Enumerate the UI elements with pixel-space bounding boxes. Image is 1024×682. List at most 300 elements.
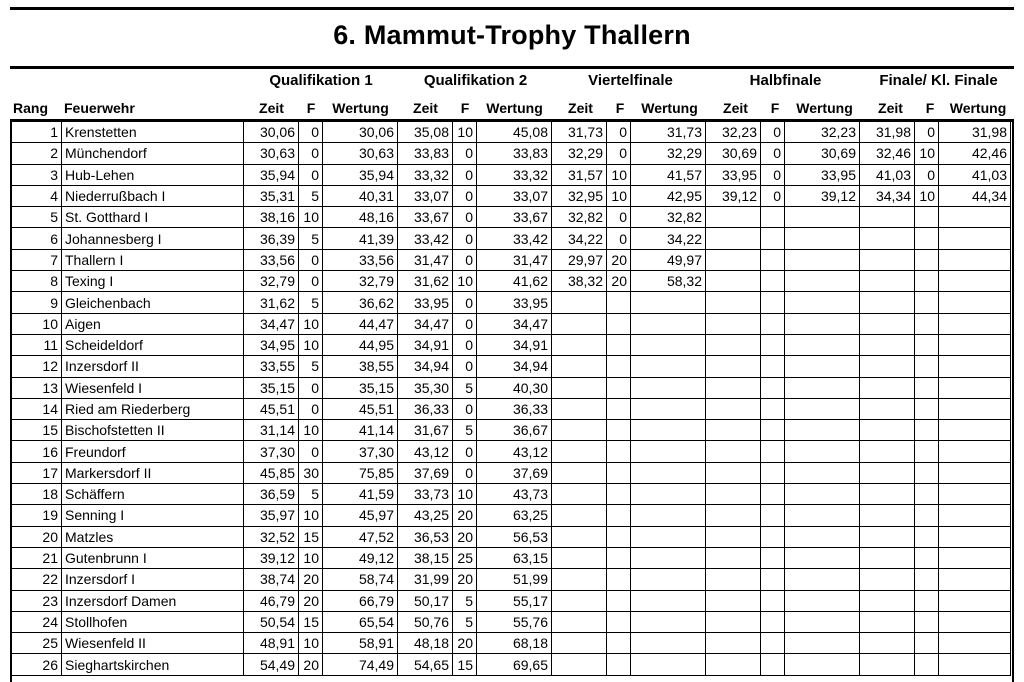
cell-hf-zeit: 32,23 (706, 122, 761, 143)
cell-q1-wertung: 40,31 (323, 185, 398, 206)
cell-team: Aigen (62, 313, 244, 334)
cell-hf-zeit (706, 654, 761, 675)
cell-vf-wertung (631, 611, 706, 632)
cell-q2-zeit: 31,62 (398, 271, 453, 292)
cell-vf-f (607, 547, 631, 568)
cell-q1-wertung: 47,52 (323, 526, 398, 547)
cell-hf-zeit (706, 271, 761, 292)
table-row (11, 313, 1011, 334)
cell-hf-wertung (785, 633, 860, 654)
cell-vf-zeit (552, 334, 607, 355)
cell-vf-f (607, 484, 631, 505)
cell-q1-wertung: 66,79 (323, 590, 398, 611)
cell-team: Gleichenbach (62, 292, 244, 313)
cell-q2-wertung: 33,67 (477, 207, 552, 228)
cell-team: Niederrußbach I (62, 185, 244, 206)
cell-hf-wertung: 33,95 (785, 164, 860, 185)
cell-q2-zeit: 33,07 (398, 185, 453, 206)
cell-fi-wertung: 42,46 (939, 143, 1011, 164)
cell-hf-f: 0 (761, 164, 785, 185)
cell-q1-zeit: 30,06 (244, 122, 299, 143)
cell-vf-wertung (631, 462, 706, 483)
cell-vf-f (607, 313, 631, 334)
cell-q1-zeit: 34,95 (244, 334, 299, 355)
cell-rank: 22 (11, 569, 62, 590)
cell-team: Hub-Lehen (62, 164, 244, 185)
cell-hf-f (761, 207, 785, 228)
cell-rank: 3 (11, 164, 62, 185)
cell-q2-f: 0 (453, 334, 477, 355)
cell-rank: 5 (11, 207, 62, 228)
cell-hf-f (761, 569, 785, 590)
cell-team: Markersdorf II (62, 462, 244, 483)
cell-q1-f: 5 (299, 292, 323, 313)
cell-q2-f: 0 (453, 164, 477, 185)
cell-fi-f (915, 377, 939, 398)
cell-q1-f: 20 (299, 654, 323, 675)
cell-team: Matzles (62, 526, 244, 547)
cell-vf-zeit (552, 526, 607, 547)
cell-q1-f: 0 (299, 377, 323, 398)
cell-hf-wertung: 30,69 (785, 143, 860, 164)
cell-q1-f: 0 (299, 143, 323, 164)
cell-hf-zeit (706, 356, 761, 377)
cell-fi-f (915, 526, 939, 547)
table-row (11, 484, 1011, 505)
cell-hf-zeit (706, 611, 761, 632)
cell-hf-zeit (706, 228, 761, 249)
cell-vf-zeit (552, 590, 607, 611)
cell-fi-zeit (860, 633, 915, 654)
cell-hf-wertung (785, 569, 860, 590)
cell-rank: 17 (11, 462, 62, 483)
cell-hf-wertung (785, 484, 860, 505)
cell-q1-wertung: 44,95 (323, 334, 398, 355)
cell-q2-f: 20 (453, 505, 477, 526)
cell-fi-zeit (860, 356, 915, 377)
table-row (11, 462, 1011, 483)
cell-q1-zeit: 32,79 (244, 271, 299, 292)
cell-q1-f: 0 (299, 122, 323, 143)
cell-vf-f: 10 (607, 185, 631, 206)
cell-fi-wertung (939, 654, 1011, 675)
cell-q2-wertung: 33,95 (477, 292, 552, 313)
cell-fi-wertung: 41,03 (939, 164, 1011, 185)
cell-rank: 11 (11, 334, 62, 355)
cell-rank: 25 (11, 633, 62, 654)
cell-q2-wertung: 36,67 (477, 420, 552, 441)
table-row (11, 185, 1011, 206)
column-header-f: F (460, 100, 470, 116)
cell-q2-wertung: 43,73 (477, 484, 552, 505)
cell-team: Krenstetten (62, 122, 244, 143)
cell-rank: 23 (11, 590, 62, 611)
cell-team: Ried am Riederberg (62, 398, 244, 419)
cell-vf-zeit (552, 569, 607, 590)
cell-vf-wertung (631, 377, 706, 398)
cell-q1-wertung: 37,30 (323, 441, 398, 462)
cell-vf-zeit: 32,29 (552, 143, 607, 164)
cell-q2-zeit: 43,25 (398, 505, 453, 526)
cell-vf-wertung (631, 313, 706, 334)
cell-q2-wertung: 37,69 (477, 462, 552, 483)
cell-q1-wertung: 38,55 (323, 356, 398, 377)
cell-vf-f (607, 377, 631, 398)
header-rule (10, 66, 1014, 69)
cell-team: Texing I (62, 271, 244, 292)
column-header-rang: Rang (13, 100, 48, 116)
cell-hf-f (761, 590, 785, 611)
cell-hf-wertung (785, 590, 860, 611)
cell-fi-f (915, 356, 939, 377)
cell-fi-wertung (939, 547, 1011, 568)
cell-q2-zeit: 43,12 (398, 441, 453, 462)
cell-fi-wertung (939, 505, 1011, 526)
cell-vf-zeit (552, 441, 607, 462)
cell-vf-zeit: 38,32 (552, 271, 607, 292)
cell-q2-zeit: 35,30 (398, 377, 453, 398)
cell-hf-zeit (706, 441, 761, 462)
cell-q1-wertung: 30,06 (323, 122, 398, 143)
table-row (11, 547, 1011, 568)
cell-fi-f (915, 547, 939, 568)
cell-fi-f (915, 569, 939, 590)
cell-fi-wertung (939, 484, 1011, 505)
cell-vf-wertung (631, 334, 706, 355)
cell-q1-f: 10 (299, 207, 323, 228)
cell-q2-wertung: 55,17 (477, 590, 552, 611)
cell-hf-zeit (706, 292, 761, 313)
cell-q1-f: 20 (299, 590, 323, 611)
cell-vf-f: 10 (607, 164, 631, 185)
column-header-zeit: Zeit (723, 100, 748, 116)
table-row (11, 334, 1011, 355)
cell-q2-wertung: 33,07 (477, 185, 552, 206)
cell-q2-f: 5 (453, 377, 477, 398)
cell-q2-zeit: 33,42 (398, 228, 453, 249)
cell-hf-f (761, 398, 785, 419)
cell-hf-wertung (785, 228, 860, 249)
table-right-border (1012, 121, 1014, 682)
cell-fi-wertung (939, 334, 1011, 355)
cell-fi-f: 10 (915, 143, 939, 164)
column-header-zeit: Zeit (878, 100, 903, 116)
cell-q2-f: 0 (453, 356, 477, 377)
cell-q1-zeit: 34,47 (244, 313, 299, 334)
table-row (11, 292, 1011, 313)
cell-vf-f (607, 611, 631, 632)
cell-vf-wertung (631, 633, 706, 654)
cell-rank: 18 (11, 484, 62, 505)
cell-fi-f (915, 633, 939, 654)
cell-hf-wertung (785, 441, 860, 462)
cell-q1-wertung: 35,94 (323, 164, 398, 185)
table-row (11, 271, 1011, 292)
cell-hf-wertung (785, 462, 860, 483)
cell-rank: 10 (11, 313, 62, 334)
cell-vf-wertung: 32,29 (631, 143, 706, 164)
cell-fi-wertung (939, 420, 1011, 441)
cell-fi-wertung (939, 398, 1011, 419)
cell-vf-f: 0 (607, 122, 631, 143)
cell-fi-zeit (860, 441, 915, 462)
cell-fi-wertung (939, 356, 1011, 377)
cell-vf-f (607, 356, 631, 377)
cell-hf-wertung (785, 292, 860, 313)
cell-hf-zeit (706, 526, 761, 547)
cell-hf-wertung (785, 334, 860, 355)
cell-q1-f: 10 (299, 633, 323, 654)
column-header-zeit: Zeit (413, 100, 438, 116)
cell-q2-zeit: 48,18 (398, 633, 453, 654)
cell-vf-f: 0 (607, 228, 631, 249)
cell-team: Freundorf (62, 441, 244, 462)
cell-vf-f: 20 (607, 249, 631, 270)
cell-team: Bischofstetten II (62, 420, 244, 441)
cell-vf-zeit (552, 398, 607, 419)
cell-q1-wertung: 58,74 (323, 569, 398, 590)
table-row (11, 249, 1011, 270)
cell-q1-f: 0 (299, 164, 323, 185)
column-header-feuerwehr: Feuerwehr (64, 100, 135, 116)
cell-q2-f: 0 (453, 228, 477, 249)
cell-q1-zeit: 45,51 (244, 398, 299, 419)
cell-fi-f (915, 207, 939, 228)
cell-hf-zeit (706, 547, 761, 568)
cell-q2-zeit: 36,33 (398, 398, 453, 419)
cell-hf-zeit (706, 377, 761, 398)
cell-fi-f: 0 (915, 164, 939, 185)
cell-hf-f (761, 377, 785, 398)
cell-team: Inzersdorf Damen (62, 590, 244, 611)
cell-vf-zeit (552, 611, 607, 632)
cell-q2-zeit: 34,94 (398, 356, 453, 377)
cell-fi-zeit (860, 228, 915, 249)
cell-vf-zeit (552, 633, 607, 654)
cell-vf-f: 0 (607, 207, 631, 228)
cell-hf-f (761, 292, 785, 313)
cell-team: Sieghartskirchen (62, 654, 244, 675)
cell-q2-wertung: 68,18 (477, 633, 552, 654)
cell-vf-zeit (552, 377, 607, 398)
cell-q1-f: 5 (299, 185, 323, 206)
cell-fi-zeit: 41,03 (860, 164, 915, 185)
cell-vf-zeit (552, 313, 607, 334)
cell-fi-f (915, 505, 939, 526)
cell-rank: 16 (11, 441, 62, 462)
cell-q1-wertung: 49,12 (323, 547, 398, 568)
table-row (11, 441, 1011, 462)
cell-hf-zeit (706, 334, 761, 355)
cell-q2-wertung: 51,99 (477, 569, 552, 590)
table-row (11, 143, 1011, 164)
cell-q2-wertung: 34,91 (477, 334, 552, 355)
table-row (11, 398, 1011, 419)
cell-hf-zeit (706, 590, 761, 611)
cell-team: Wiesenfeld I (62, 377, 244, 398)
cell-fi-wertung (939, 633, 1011, 654)
cell-fi-f (915, 292, 939, 313)
cell-fi-zeit (860, 462, 915, 483)
cell-vf-f (607, 505, 631, 526)
cell-fi-zeit (860, 569, 915, 590)
cell-hf-zeit (706, 462, 761, 483)
cell-vf-f (607, 398, 631, 419)
cell-q1-zeit: 39,12 (244, 547, 299, 568)
cell-hf-wertung (785, 207, 860, 228)
cell-q2-zeit: 50,17 (398, 590, 453, 611)
cell-team: Schäffern (62, 484, 244, 505)
cell-q1-f: 5 (299, 228, 323, 249)
cell-vf-f: 0 (607, 143, 631, 164)
cell-q1-f: 10 (299, 505, 323, 526)
cell-vf-wertung: 31,73 (631, 122, 706, 143)
cell-q2-f: 0 (453, 143, 477, 164)
cell-q2-f: 10 (453, 484, 477, 505)
cell-team: Stollhofen (62, 611, 244, 632)
cell-hf-wertung (785, 398, 860, 419)
cell-q2-f: 0 (453, 292, 477, 313)
cell-q2-wertung: 33,83 (477, 143, 552, 164)
cell-hf-wertung: 39,12 (785, 185, 860, 206)
cell-q1-zeit: 35,15 (244, 377, 299, 398)
cell-q1-zeit: 48,91 (244, 633, 299, 654)
cell-hf-f (761, 249, 785, 270)
cell-q2-f: 0 (453, 313, 477, 334)
cell-q2-zeit: 31,99 (398, 569, 453, 590)
cell-q2-f: 20 (453, 526, 477, 547)
cell-q1-zeit: 38,16 (244, 207, 299, 228)
table-row (11, 526, 1011, 547)
cell-q2-wertung: 33,32 (477, 164, 552, 185)
cell-rank: 26 (11, 654, 62, 675)
cell-hf-f (761, 633, 785, 654)
cell-vf-zeit: 29,97 (552, 249, 607, 270)
cell-fi-f (915, 271, 939, 292)
cell-rank: 7 (11, 249, 62, 270)
cell-q1-f: 10 (299, 334, 323, 355)
cell-team: Inzersdorf I (62, 569, 244, 590)
cell-q2-zeit: 33,83 (398, 143, 453, 164)
cell-fi-zeit (860, 654, 915, 675)
cell-q2-f: 20 (453, 633, 477, 654)
table-row (11, 356, 1011, 377)
cell-q2-f: 25 (453, 547, 477, 568)
cell-vf-wertung: 34,22 (631, 228, 706, 249)
cell-q2-f: 0 (453, 398, 477, 419)
cell-q2-wertung: 40,30 (477, 377, 552, 398)
cell-team: Scheideldorf (62, 334, 244, 355)
cell-q2-zeit: 38,15 (398, 547, 453, 568)
cell-q2-wertung: 41,62 (477, 271, 552, 292)
cell-q2-zeit: 35,08 (398, 122, 453, 143)
cell-q2-zeit: 34,47 (398, 313, 453, 334)
table-row (11, 228, 1011, 249)
cell-q1-wertung: 45,51 (323, 398, 398, 419)
cell-fi-zeit (860, 420, 915, 441)
cell-fi-f (915, 228, 939, 249)
cell-vf-zeit (552, 420, 607, 441)
cell-vf-wertung (631, 590, 706, 611)
column-header-f: F (615, 100, 625, 116)
cell-q2-wertung: 31,47 (477, 249, 552, 270)
cell-vf-wertung: 42,95 (631, 185, 706, 206)
cell-hf-f (761, 271, 785, 292)
cell-hf-f (761, 505, 785, 526)
table-row (11, 611, 1011, 632)
table-row (11, 420, 1011, 441)
cell-team: Inzersdorf II (62, 356, 244, 377)
cell-vf-zeit (552, 505, 607, 526)
cell-q2-zeit: 54,65 (398, 654, 453, 675)
cell-q1-wertung: 33,56 (323, 249, 398, 270)
cell-q1-f: 10 (299, 547, 323, 568)
cell-q1-f: 30 (299, 462, 323, 483)
cell-vf-wertung (631, 526, 706, 547)
cell-fi-wertung (939, 271, 1011, 292)
cell-q1-zeit: 33,56 (244, 249, 299, 270)
cell-vf-zeit (552, 547, 607, 568)
column-header-zeit: Zeit (568, 100, 593, 116)
cell-fi-f (915, 313, 939, 334)
column-header-f: F (306, 100, 316, 116)
cell-vf-f (607, 633, 631, 654)
cell-q2-wertung: 34,47 (477, 313, 552, 334)
cell-fi-f (915, 484, 939, 505)
cell-fi-zeit (860, 547, 915, 568)
cell-hf-f (761, 356, 785, 377)
cell-fi-wertung: 44,34 (939, 185, 1011, 206)
cell-q2-f: 0 (453, 462, 477, 483)
cell-q1-wertung: 75,85 (323, 462, 398, 483)
cell-vf-wertung: 49,97 (631, 249, 706, 270)
cell-q2-wertung: 55,76 (477, 611, 552, 632)
cell-q2-zeit: 33,95 (398, 292, 453, 313)
cell-q1-f: 15 (299, 526, 323, 547)
cell-rank: 19 (11, 505, 62, 526)
cell-fi-zeit: 31,98 (860, 122, 915, 143)
cell-q1-wertung: 65,54 (323, 611, 398, 632)
cell-fi-wertung (939, 207, 1011, 228)
cell-q1-f: 10 (299, 313, 323, 334)
cell-team: Johannesberg I (62, 228, 244, 249)
page-title: 6. Mammut-Trophy Thallern (333, 20, 691, 50)
cell-rank: 14 (11, 398, 62, 419)
phase-header-quali-2: Qualifikation 2 (423, 72, 528, 89)
cell-vf-wertung (631, 569, 706, 590)
cell-hf-f: 0 (761, 143, 785, 164)
phase-header-viertelfinale: Viertelfinale (588, 72, 673, 89)
cell-team: Thallern I (62, 249, 244, 270)
cell-q2-f: 15 (453, 654, 477, 675)
cell-vf-wertung: 41,57 (631, 164, 706, 185)
cell-hf-f (761, 228, 785, 249)
cell-hf-f (761, 462, 785, 483)
cell-q1-f: 0 (299, 271, 323, 292)
cell-fi-wertung (939, 462, 1011, 483)
table-row (11, 207, 1011, 228)
cell-fi-zeit (860, 526, 915, 547)
cell-vf-f (607, 462, 631, 483)
cell-fi-wertung (939, 611, 1011, 632)
cell-hf-f (761, 547, 785, 568)
cell-q2-wertung: 36,33 (477, 398, 552, 419)
cell-vf-wertung: 58,32 (631, 271, 706, 292)
cell-q2-wertung: 33,42 (477, 228, 552, 249)
cell-hf-zeit (706, 484, 761, 505)
cell-q2-f: 10 (453, 271, 477, 292)
cell-fi-f: 0 (915, 122, 939, 143)
